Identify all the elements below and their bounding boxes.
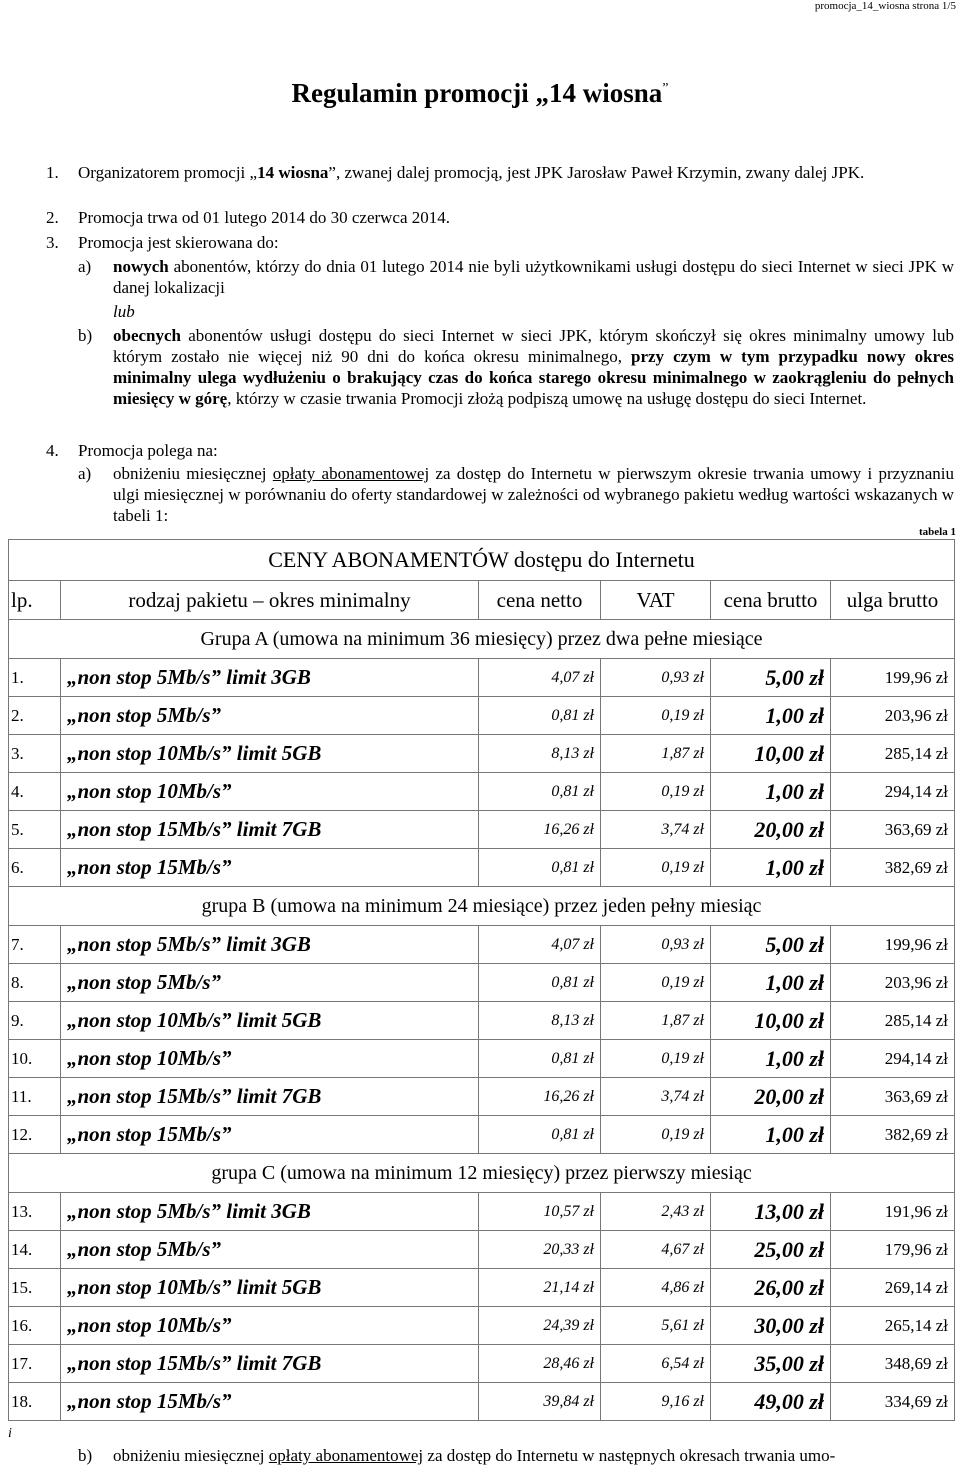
- row-number: 14.: [9, 1231, 61, 1269]
- group-title-row: [9, 887, 955, 926]
- item-4a-2: za dostęp do Internetu w pierwszym okresie trwania umowy i przyznaniu ulgi miesięcznej w porównaniu do oferty standardowej w zależności od wybranego pakietu według wartości wskazanych w tabeli 1:: [113, 464, 955, 525]
- discount: 265,14 zł: [831, 1307, 955, 1345]
- net-price: 16,26 zł: [479, 1078, 601, 1116]
- package-name: „non stop 10Mb/s” limit 5GB: [61, 735, 479, 773]
- col-header-discount: ulga brutto: [831, 581, 955, 620]
- table-row: [9, 926, 955, 964]
- package-name: „non stop 10Mb/s” limit 5GB: [61, 1269, 479, 1307]
- row-number: 18.: [9, 1383, 61, 1421]
- gross-price: 10,00 zł: [711, 1002, 831, 1040]
- table-row: [9, 849, 955, 887]
- item-1-a: Organizatorem promocji „: [78, 163, 258, 182]
- table-row: [9, 811, 955, 849]
- vat-amount: 0,93 zł: [601, 659, 711, 697]
- gross-price: 35,00 zł: [711, 1345, 831, 1383]
- row-number: 9.: [9, 1002, 61, 1040]
- col-header-vat: VAT: [601, 581, 711, 620]
- package-name: „non stop 15Mb/s” limit 7GB: [61, 811, 479, 849]
- net-price: 8,13 zł: [479, 735, 601, 773]
- item-2-number: 2.: [46, 208, 59, 227]
- vat-amount: 4,86 zł: [601, 1269, 711, 1307]
- net-price: 10,57 zł: [479, 1193, 601, 1231]
- vat-amount: 6,54 zł: [601, 1345, 711, 1383]
- item-4-number: 4.: [46, 441, 59, 460]
- vat-amount: 5,61 zł: [601, 1307, 711, 1345]
- vat-amount: 3,74 zł: [601, 811, 711, 849]
- row-number: 7.: [9, 926, 61, 964]
- gross-price: 5,00 zł: [711, 926, 831, 964]
- table-row: [9, 1116, 955, 1154]
- discount: 203,96 zł: [831, 964, 955, 1002]
- net-price: 8,13 zł: [479, 1002, 601, 1040]
- row-number: 2.: [9, 697, 61, 735]
- item-1-c: ”, zwanej dalej promocją, jest JPK Jarosław Paweł Krzymin, zwany dalej JPK.: [328, 163, 865, 182]
- table-row: [9, 735, 955, 773]
- net-price: 16,26 zł: [479, 811, 601, 849]
- vat-amount: 3,74 zł: [601, 1078, 711, 1116]
- col-header-package: rodzaj pakietu – okres minimalny: [61, 581, 479, 620]
- package-name: „non stop 10Mb/s”: [61, 1040, 479, 1078]
- table-header-row: [9, 581, 955, 620]
- item-4b-2: za dostęp do Internetu w następnych okresach trwania umo-: [423, 1446, 836, 1465]
- discount: 285,14 zł: [831, 735, 955, 773]
- group-title-row: [9, 620, 955, 659]
- item-1-text: [78, 162, 954, 183]
- table-row: [9, 1269, 955, 1307]
- table-row: [9, 659, 955, 697]
- item-3a-bold: nowych: [113, 257, 169, 276]
- net-price: 4,07 zł: [479, 659, 601, 697]
- item-4a-1: obniżeniu miesięcznej: [113, 464, 273, 483]
- vat-amount: 0,93 zł: [601, 926, 711, 964]
- vat-amount: 0,19 zł: [601, 964, 711, 1002]
- item-2-text: Promocja trwa od 01 lutego 2014 do 30 czerwca 2014.: [78, 208, 451, 227]
- page-header: promocja_14_wiosna strona 1/5: [814, 0, 956, 12]
- gross-price: 1,00 zł: [711, 697, 831, 735]
- vat-amount: 0,19 zł: [601, 849, 711, 887]
- package-name: „non stop 15Mb/s” limit 7GB: [61, 1345, 479, 1383]
- net-price: 4,07 zł: [479, 926, 601, 964]
- net-price: 21,14 zł: [479, 1269, 601, 1307]
- vat-amount: 0,19 zł: [601, 697, 711, 735]
- discount: 179,96 zł: [831, 1231, 955, 1269]
- net-price: 0,81 zł: [479, 1116, 601, 1154]
- table-row: [9, 697, 955, 735]
- package-name: „non stop 5Mb/s” limit 3GB: [61, 659, 479, 697]
- price-table-body: [9, 540, 955, 1421]
- item-3-number: 3.: [46, 233, 59, 252]
- discount: 363,69 zł: [831, 811, 955, 849]
- table-row: [9, 1345, 955, 1383]
- net-price: 28,46 zł: [479, 1345, 601, 1383]
- item-3b-label: b): [78, 326, 93, 345]
- vat-amount: 0,19 zł: [601, 1116, 711, 1154]
- vat-amount: 0,19 zł: [601, 773, 711, 811]
- vat-amount: 9,16 zł: [601, 1383, 711, 1421]
- title-close-quote: ”: [662, 81, 669, 96]
- vat-amount: 4,67 zł: [601, 1231, 711, 1269]
- table-row: [9, 1307, 955, 1345]
- item-4-text: Promocja polega na:: [78, 441, 218, 460]
- package-name: „non stop 15Mb/s”: [61, 1116, 479, 1154]
- discount: 382,69 zł: [831, 1116, 955, 1154]
- item-3b-text: [113, 325, 954, 409]
- item-3a-label: a): [78, 257, 92, 276]
- discount: 199,96 zł: [831, 926, 955, 964]
- row-number: 13.: [9, 1193, 61, 1231]
- net-price: 24,39 zł: [479, 1307, 601, 1345]
- discount: 348,69 zł: [831, 1345, 955, 1383]
- table-row: [9, 1383, 955, 1421]
- row-number: 12.: [9, 1116, 61, 1154]
- item-1-number: 1.: [46, 163, 59, 182]
- item-3b-bold2: przy czym w tym przypadku nowy okres minimalny ulega wydłużeniu o brakujący czas do końca starego okresu minimalnego w zaokrągleniu do pełnych miesięcy w górę: [113, 347, 954, 408]
- net-price: 0,81 zł: [479, 849, 601, 887]
- package-name: „non stop 10Mb/s” limit 5GB: [61, 1002, 479, 1040]
- vat-amount: 1,87 zł: [601, 1002, 711, 1040]
- item-4b-underlined: opłaty abonamentowej: [268, 1446, 424, 1465]
- discount: 294,14 zł: [831, 773, 955, 811]
- vat-amount: 0,19 zł: [601, 1040, 711, 1078]
- page-title: [0, 78, 960, 109]
- stray-letter: i: [8, 1426, 12, 1441]
- item-4a-text: [113, 463, 954, 526]
- item-1-promo-name: 14 wiosna: [257, 163, 329, 182]
- row-number: 15.: [9, 1269, 61, 1307]
- gross-price: 10,00 zł: [711, 735, 831, 773]
- gross-price: 13,00 zł: [711, 1193, 831, 1231]
- package-name: „non stop 5Mb/s”: [61, 964, 479, 1002]
- vat-amount: 1,87 zł: [601, 735, 711, 773]
- table-row: [9, 1078, 955, 1116]
- item-3a-text: [113, 256, 954, 298]
- vat-amount: 2,43 zł: [601, 1193, 711, 1231]
- item-4b-1: obniżeniu miesięcznej: [113, 1446, 269, 1465]
- item-3b-end: , którzy w czasie trwania Promocji złożą podpiszą umowę na usługę dostępu do sieci Internet.: [227, 389, 867, 408]
- gross-price: 1,00 zł: [711, 1116, 831, 1154]
- group-title-row: [9, 1154, 955, 1193]
- discount: 334,69 zł: [831, 1383, 955, 1421]
- row-number: 5.: [9, 811, 61, 849]
- group-title: grupa C (umowa na minimum 12 miesięcy) przez pierwszy miesiąc: [9, 1154, 955, 1193]
- gross-price: 1,00 zł: [711, 964, 831, 1002]
- table-caption-row: [9, 540, 955, 581]
- row-number: 8.: [9, 964, 61, 1002]
- net-price: 0,81 zł: [479, 1040, 601, 1078]
- item-4a-underlined: opłaty abonamentowej: [272, 464, 430, 483]
- item-3a-rest: abonentów, którzy do dnia 01 lutego 2014 nie byli użytkownikami usługi dostępu do sieci Internet w sieci JPK w danej lokalizacji: [113, 257, 954, 297]
- row-number: 6.: [9, 849, 61, 887]
- col-header-gross: cena brutto: [711, 581, 831, 620]
- gross-price: 20,00 zł: [711, 1078, 831, 1116]
- gross-price: 20,00 zł: [711, 811, 831, 849]
- price-table: [8, 539, 955, 1421]
- gross-price: 5,00 zł: [711, 659, 831, 697]
- gross-price: 25,00 zł: [711, 1231, 831, 1269]
- discount: 269,14 zł: [831, 1269, 955, 1307]
- table-row: [9, 773, 955, 811]
- package-name: „non stop 15Mb/s” limit 7GB: [61, 1078, 479, 1116]
- item-4b-text: [113, 1445, 835, 1466]
- table-row: [9, 964, 955, 1002]
- row-number: 4.: [9, 773, 61, 811]
- net-price: 0,81 zł: [479, 964, 601, 1002]
- row-number: 16.: [9, 1307, 61, 1345]
- row-number: 11.: [9, 1078, 61, 1116]
- package-name: „non stop 5Mb/s” limit 3GB: [61, 1193, 479, 1231]
- row-number: 3.: [9, 735, 61, 773]
- item-3b-rest: abonentów usługi dostępu do sieci Internet w sieci JPK, którym skończył się okres minimalny umowy lub którym zostało nie więcej niż 90 dni do końca okresu minimalnego,: [113, 326, 954, 366]
- discount: 199,96 zł: [831, 659, 955, 697]
- row-number: 17.: [9, 1345, 61, 1383]
- discount: 285,14 zł: [831, 1002, 955, 1040]
- package-name: „non stop 15Mb/s”: [61, 1383, 479, 1421]
- table-row: [9, 1002, 955, 1040]
- net-price: 0,81 zł: [479, 773, 601, 811]
- table-row: [9, 1040, 955, 1078]
- gross-price: 1,00 zł: [711, 849, 831, 887]
- table-row: [9, 1231, 955, 1269]
- group-title: Grupa A (umowa na minimum 36 miesięcy) przez dwa pełne miesiące: [9, 620, 955, 659]
- col-header-lp: lp.: [9, 581, 61, 620]
- net-price: 39,84 zł: [479, 1383, 601, 1421]
- package-name: „non stop 10Mb/s”: [61, 1307, 479, 1345]
- item-3b-bold: obecnych: [113, 326, 181, 345]
- row-number: 1.: [9, 659, 61, 697]
- title-text: Regulamin promocji „14 wiosna: [291, 78, 663, 108]
- table-caption: CENY ABONAMENTÓW dostępu do Internetu: [9, 540, 955, 581]
- discount: 203,96 zł: [831, 697, 955, 735]
- package-name: „non stop 5Mb/s” limit 3GB: [61, 926, 479, 964]
- discount: 382,69 zł: [831, 849, 955, 887]
- discount: 294,14 zł: [831, 1040, 955, 1078]
- gross-price: 26,00 zł: [711, 1269, 831, 1307]
- gross-price: 49,00 zł: [711, 1383, 831, 1421]
- package-name: „non stop 5Mb/s”: [61, 697, 479, 735]
- package-name: „non stop 10Mb/s”: [61, 773, 479, 811]
- discount: 191,96 zł: [831, 1193, 955, 1231]
- package-name: „non stop 15Mb/s”: [61, 849, 479, 887]
- lub-text: lub: [113, 302, 135, 321]
- gross-price: 1,00 zł: [711, 1040, 831, 1078]
- discount: 363,69 zł: [831, 1078, 955, 1116]
- gross-price: 1,00 zł: [711, 773, 831, 811]
- row-number: 10.: [9, 1040, 61, 1078]
- col-header-net: cena netto: [479, 581, 601, 620]
- group-title: grupa B (umowa na minimum 24 miesiące) przez jeden pełny miesiąc: [9, 887, 955, 926]
- package-name: „non stop 5Mb/s”: [61, 1231, 479, 1269]
- table-row: [9, 1193, 955, 1231]
- net-price: 20,33 zł: [479, 1231, 601, 1269]
- net-price: 0,81 zł: [479, 697, 601, 735]
- item-4b-label: b): [78, 1446, 93, 1465]
- item-3-text: Promocja jest skierowana do:: [78, 233, 279, 252]
- item-4a-label: a): [78, 464, 92, 483]
- table-label: tabela 1: [919, 526, 956, 538]
- gross-price: 30,00 zł: [711, 1307, 831, 1345]
